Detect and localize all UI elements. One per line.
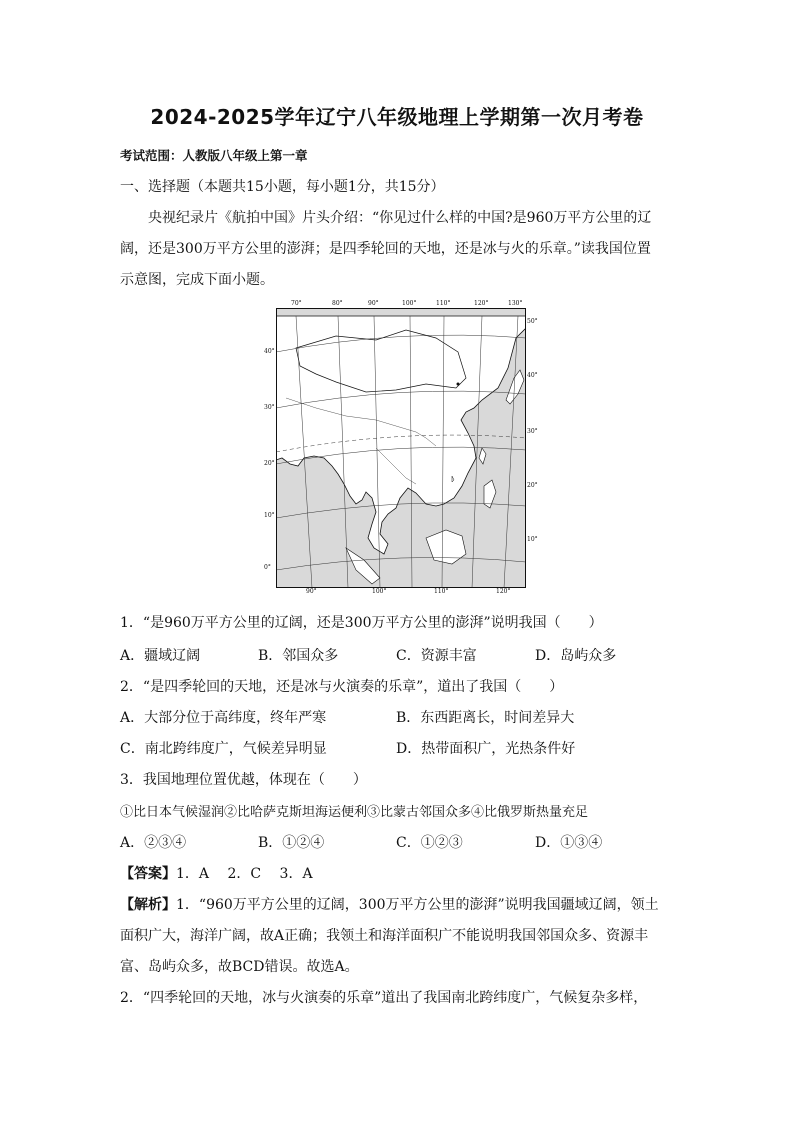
- tick-top-6: 120°: [474, 300, 489, 307]
- analysis-line-1: [120, 894, 659, 914]
- q2-option-d: D．热带面积广，光热条件好: [396, 741, 576, 757]
- bottom-tick-labels: [276, 588, 526, 596]
- tick-top-2: 80°: [332, 300, 343, 307]
- top-tick-labels: [276, 300, 526, 308]
- q2-option-b: B．东西距离长，时间差异大: [396, 710, 575, 726]
- tick-right-5: 10°: [527, 536, 538, 543]
- q2-option-a: A．大部分位于高纬度，终年严寒: [120, 710, 327, 726]
- tick-right-4: 20°: [527, 482, 538, 489]
- q3-option-c: C．①②③: [396, 835, 463, 851]
- capital-marker: [457, 383, 460, 386]
- tick-top-7: 130°: [508, 300, 523, 307]
- q3-option-d: D．①③④: [535, 835, 603, 851]
- tick-left-3: 20°: [264, 460, 275, 467]
- question-1-stem: 1．“是960万平方公里的辽阔，还是300万平方公里的澎湃”说明我国（ ）: [120, 615, 603, 631]
- left-tick-labels: [264, 308, 276, 588]
- tick-top-1: 70°: [291, 300, 302, 307]
- question-3-statements: ①比日本气候湿润②比哈萨克斯坦海运便利③比蒙古邻国众多④比俄罗斯热量充足: [120, 805, 589, 820]
- tick-right-2: 40°: [527, 372, 538, 379]
- question-2-stem: 2．“是四季轮回的天地，还是冰与火演奏的乐章”，道出了我国（ ）: [120, 679, 564, 695]
- tick-left-4: 10°: [264, 512, 275, 519]
- q1-option-a: A．疆域辽阔: [120, 648, 201, 664]
- tick-right-3: 30°: [527, 428, 538, 435]
- analysis-line-2: 面积广大，海洋广阔，故A正确；我领土和海洋面积广不能说明我国邻国众多、资源丰: [120, 928, 649, 944]
- question-3-stem: 3．我国地理位置优越，体现在（ ）: [120, 772, 367, 788]
- page-title: 2024-2025学年辽宁八年级地理上学期第一次月考卷: [150, 105, 644, 129]
- q3-option-b: B．①②④: [258, 835, 325, 851]
- q2-option-c: C．南北跨纬度广，气候差异明显: [120, 741, 327, 757]
- tick-top-3: 90°: [368, 300, 379, 307]
- tick-bottom-1: 90°: [306, 588, 317, 595]
- intro-line-3: 示意图，完成下面小题。: [120, 272, 274, 288]
- q1-option-d: D．岛屿众多: [535, 648, 617, 664]
- tick-bottom-2: 100°: [372, 588, 387, 595]
- right-tick-labels: [527, 308, 541, 588]
- tick-left-2: 30°: [264, 404, 275, 411]
- analysis-label: 【解析】: [120, 897, 176, 913]
- analysis-line-3: 富、岛屿众多，故BCD错误。故选A。: [120, 959, 359, 975]
- q1-option-c: C．资源丰富: [396, 648, 477, 664]
- intro-line-1: 央视纪录片《航拍中国》片头介绍：“你见过什么样的中国?是960万平方公里的辽: [148, 210, 652, 226]
- tick-bottom-4: 120°: [496, 588, 511, 595]
- tick-left-1: 40°: [264, 348, 275, 355]
- tick-top-5: 110°: [436, 300, 451, 307]
- map-svg: [276, 308, 526, 588]
- intro-line-2: 阔，还是300万平方公里的澎湃；是四季轮回的天地，还是冰与火的乐章。”读我国位置: [120, 241, 651, 257]
- tick-top-4: 100°: [402, 300, 417, 307]
- exam-scope: 考试范围：人教版八年级上第一章: [120, 148, 308, 163]
- analysis-line-4: 2．“四季轮回的天地，冰与火演奏的乐章”道出了我国南北跨纬度广，气候复杂多样，: [120, 990, 648, 1006]
- q3-option-a: A．②③④: [120, 835, 187, 851]
- china-location-map: [264, 300, 538, 595]
- analysis-text-1: 1．“960万平方公里的辽阔，300万平方公里的澎湃”说明我国疆域辽阔，领土: [176, 897, 659, 913]
- answer-line: [120, 863, 313, 883]
- answer-text: 1．A 2．C 3．A: [176, 866, 313, 882]
- answer-label: 【答案】: [120, 866, 176, 882]
- tick-right-1: 50°: [527, 318, 538, 325]
- tick-bottom-3: 110°: [434, 588, 449, 595]
- section-heading: 一、选择题（本题共15小题，每小题1分，共15分）: [120, 179, 445, 195]
- tick-left-5: 0°: [264, 564, 271, 571]
- q1-option-b: B．邻国众多: [258, 648, 339, 664]
